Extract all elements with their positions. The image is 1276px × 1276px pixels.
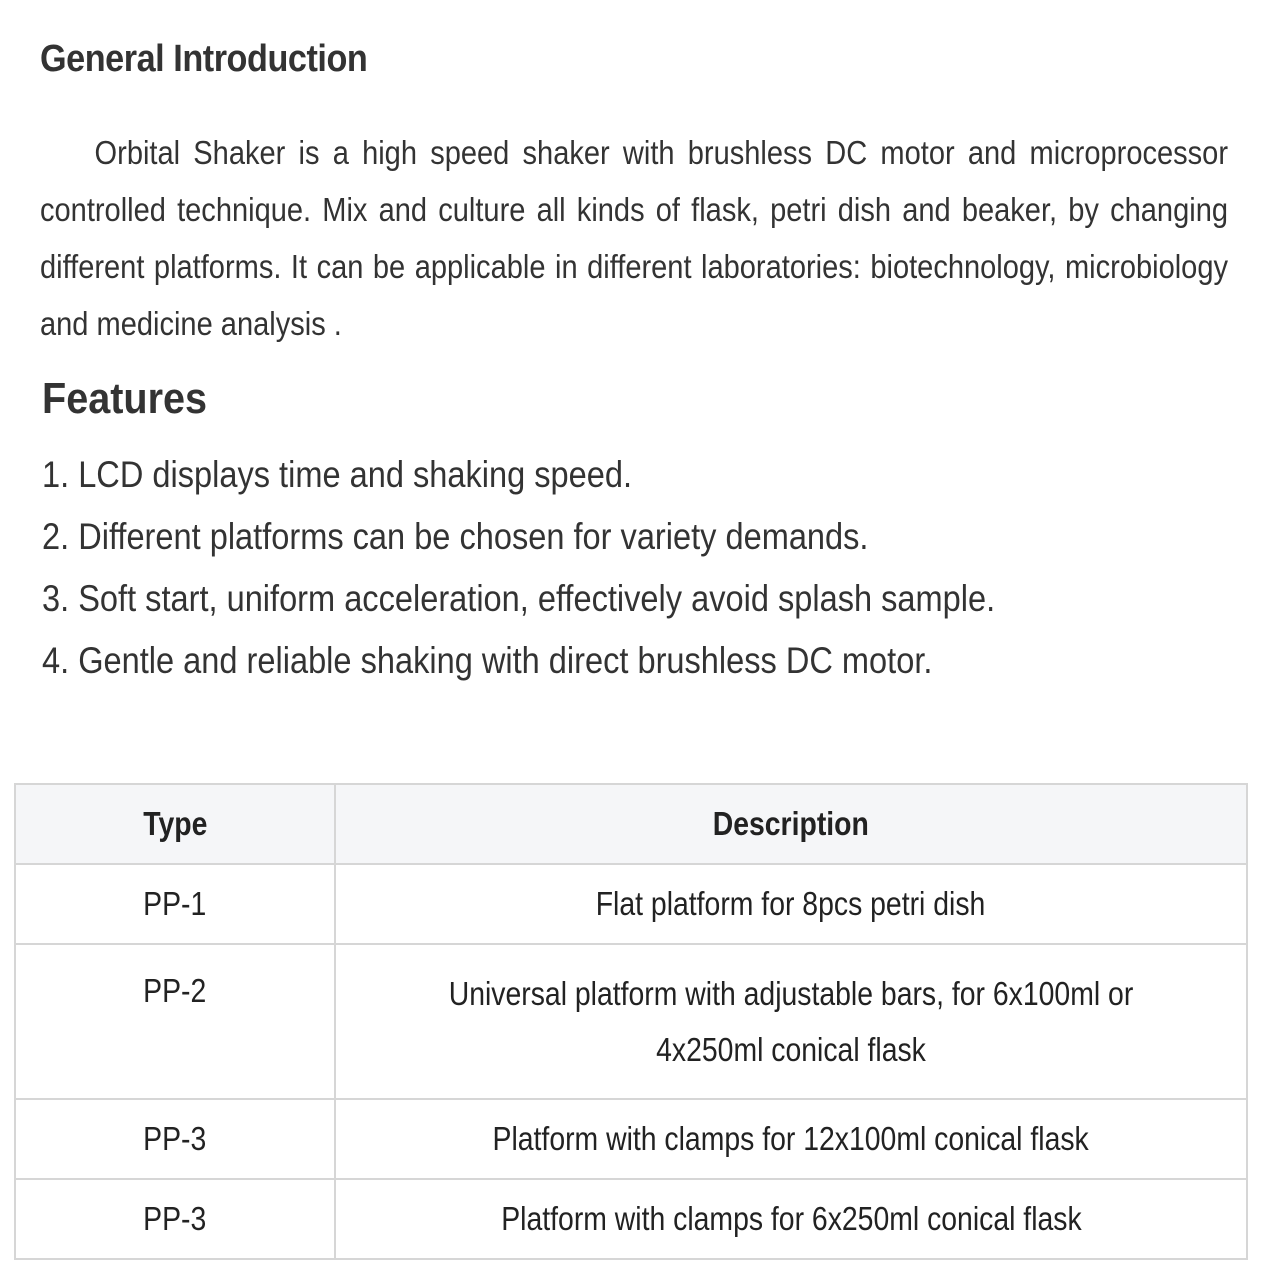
intro-heading: General Introduction (40, 38, 368, 80)
type-header-label: Type (142, 805, 208, 842)
description-value: Universal platform with adjustable bars, for 6x100ml or 4x250ml conical flask (448, 974, 1134, 1068)
table-row (15, 1099, 1247, 1179)
type-cell (15, 1179, 335, 1259)
description-value: Flat platform for 8pcs petri dish (596, 885, 986, 922)
description-cell (335, 1099, 1247, 1179)
type-value: PP-3 (143, 1200, 207, 1237)
intro-paragraph: Orbital Shaker is a high speed shaker with brushless DC motor and microprocessor controlled technique. Mix and culture all kinds of flask, petri dish and beaker, by changing different platforms. It can be applicable in different laboratories: biotechnology, microbiology and medicine analysis . (40, 134, 1228, 342)
type-column-header (15, 784, 335, 864)
description-value: Platform with clamps for 6x250ml conical flask (500, 1200, 1082, 1237)
description-cell (335, 1179, 1247, 1259)
table-row (15, 944, 1247, 1099)
type-cell (15, 944, 335, 1099)
description-column-header (335, 784, 1247, 864)
description-cell (335, 944, 1247, 1099)
type-value: PP-2 (143, 972, 207, 1009)
table-row (15, 864, 1247, 944)
type-cell (15, 1099, 335, 1179)
feature-item: 1. LCD displays time and shaking speed. (42, 454, 633, 495)
description-header-label: Description (712, 805, 870, 842)
description-cell (335, 864, 1247, 944)
table-row (15, 1179, 1247, 1259)
features-list (42, 450, 995, 698)
type-value: PP-1 (143, 885, 207, 922)
description-value: Platform with clamps for 12x100ml conical flask (492, 1120, 1090, 1157)
feature-item: 4. Gentle and reliable shaking with direct brushless DC motor. (42, 640, 933, 681)
type-value: PP-3 (143, 1120, 207, 1157)
platform-table (14, 783, 1248, 1260)
table-header-row (15, 784, 1247, 864)
type-cell (15, 864, 335, 944)
feature-item: 2. Different platforms can be chosen for variety demands. (42, 516, 869, 557)
features-heading: Features (42, 374, 208, 423)
feature-item: 3. Soft start, uniform acceleration, effectively avoid splash sample. (42, 578, 996, 619)
